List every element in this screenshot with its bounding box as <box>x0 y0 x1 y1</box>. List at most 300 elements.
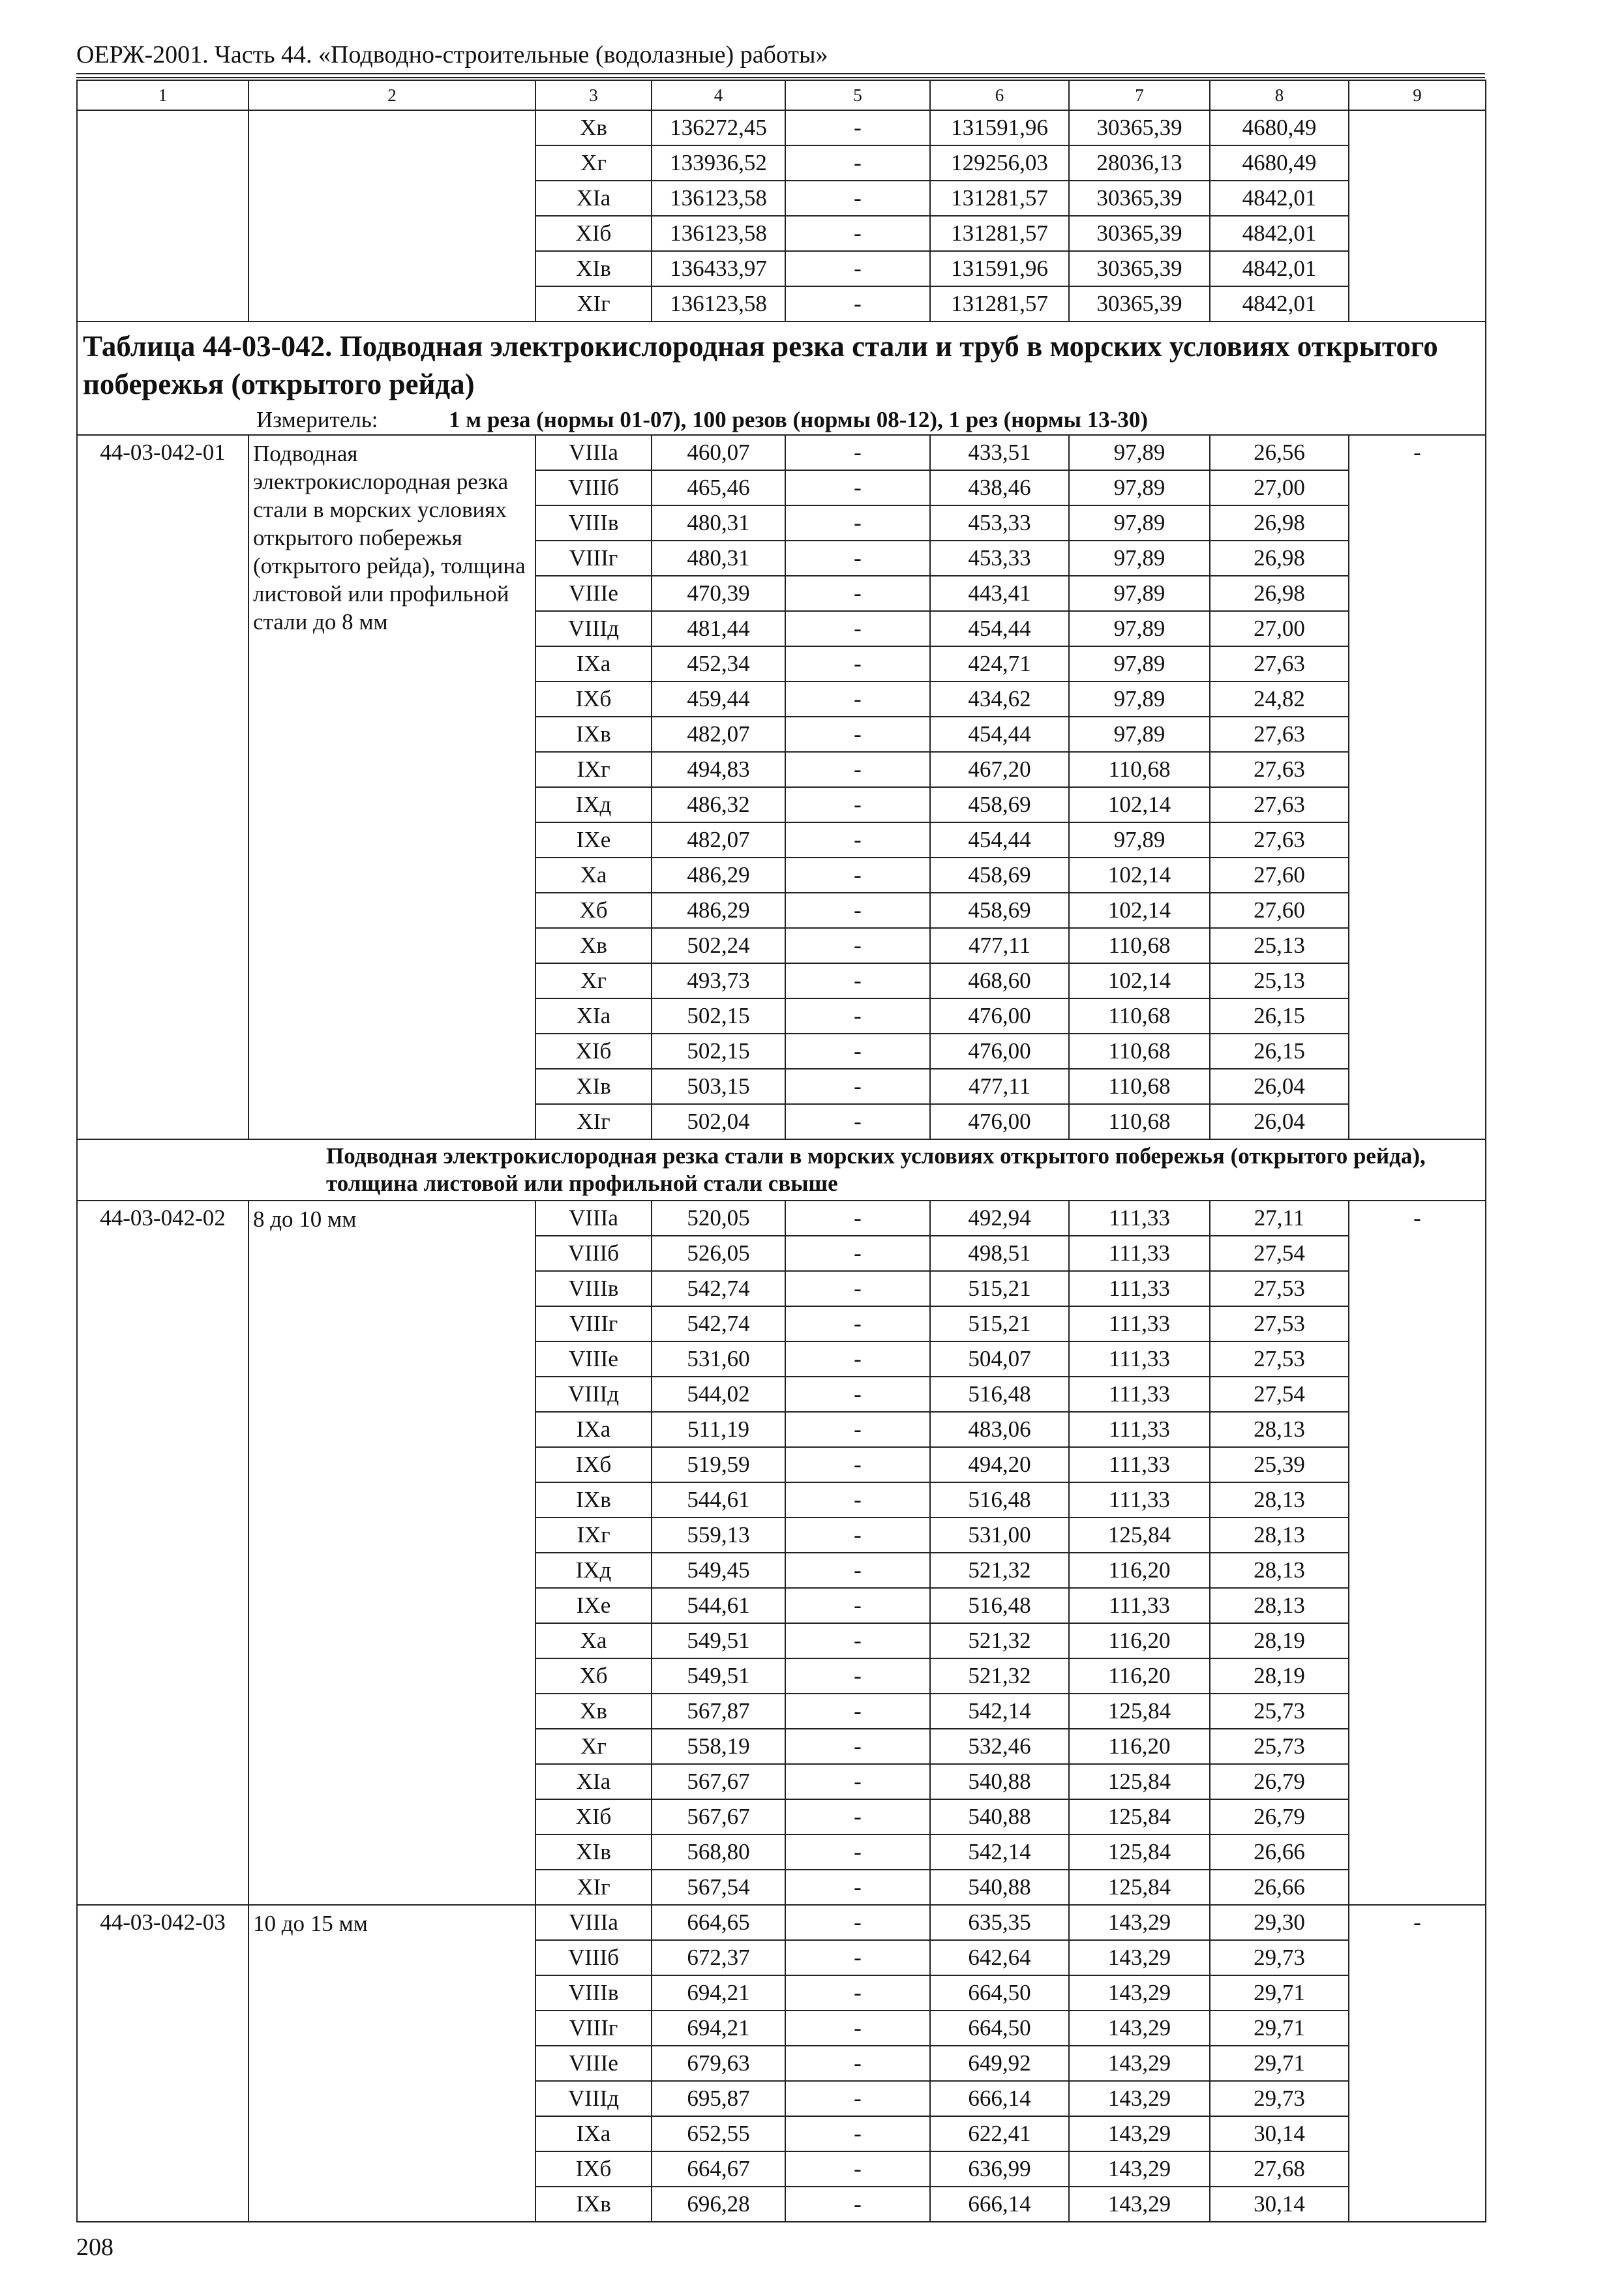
total-cost: 567,67 <box>652 1799 785 1834</box>
total-cost: 664,65 <box>652 1905 785 1940</box>
machine-operation: 438,46 <box>930 470 1069 505</box>
wages: - <box>785 893 930 928</box>
machine-operation: 443,41 <box>930 576 1069 611</box>
total-cost: 567,54 <box>652 1870 785 1905</box>
materials: 25,13 <box>1210 928 1349 963</box>
total-cost: 136123,58 <box>652 181 785 216</box>
machine-operation: 664,50 <box>930 2011 1069 2046</box>
materials: 25,73 <box>1210 1694 1349 1729</box>
resource-class: IХг <box>535 752 652 787</box>
machine-operation: 666,14 <box>930 2187 1069 2222</box>
total-cost: 486,29 <box>652 858 785 893</box>
machine-operation: 453,33 <box>930 541 1069 576</box>
total-cost: 519,59 <box>652 1447 785 1482</box>
machinist-wages: 110,68 <box>1069 1069 1210 1104</box>
materials: 27,54 <box>1210 1236 1349 1271</box>
total-cost: 480,31 <box>652 541 785 576</box>
wages: - <box>785 928 930 963</box>
wages: - <box>785 1447 930 1482</box>
machinist-wages: 116,20 <box>1069 1729 1210 1764</box>
materials: 29,73 <box>1210 1940 1349 1975</box>
column-number: 9 <box>1349 80 1486 110</box>
machine-operation: 498,51 <box>930 1236 1069 1271</box>
resource-class: VIIIв <box>535 1271 652 1306</box>
machinist-wages: 28036,13 <box>1069 145 1210 181</box>
wages: - <box>785 1694 930 1729</box>
wages: - <box>785 646 930 681</box>
total-cost: 542,74 <box>652 1306 785 1341</box>
materials: 27,60 <box>1210 858 1349 893</box>
machine-operation: 483,06 <box>930 1412 1069 1447</box>
machine-operation: 434,62 <box>930 681 1069 717</box>
wages: - <box>785 1940 930 1975</box>
machine-operation: 454,44 <box>930 717 1069 752</box>
wages: - <box>785 1799 930 1834</box>
total-cost: 502,24 <box>652 928 785 963</box>
machinist-wages: 97,89 <box>1069 435 1210 470</box>
machinist-wages: 125,84 <box>1069 1834 1210 1870</box>
total-cost: 136123,58 <box>652 286 785 322</box>
materials: 26,66 <box>1210 1834 1349 1870</box>
total-cost: 503,15 <box>652 1069 785 1104</box>
materials: 28,13 <box>1210 1553 1349 1588</box>
machinist-wages: 110,68 <box>1069 752 1210 787</box>
resource-class: IХг <box>535 1518 652 1553</box>
total-cost: 486,29 <box>652 893 785 928</box>
wages: - <box>785 1236 930 1271</box>
machinist-wages: 111,33 <box>1069 1271 1210 1306</box>
machinist-wages: 97,89 <box>1069 541 1210 576</box>
materials: 27,63 <box>1210 717 1349 752</box>
resource-class: Хг <box>535 963 652 998</box>
materials: 28,13 <box>1210 1588 1349 1623</box>
materials: 27,53 <box>1210 1271 1349 1306</box>
resource-class: ХIв <box>535 1069 652 1104</box>
total-cost: 470,39 <box>652 576 785 611</box>
machine-operation: 642,64 <box>930 1940 1069 1975</box>
resource-class: VIIIе <box>535 2046 652 2081</box>
wages: - <box>785 787 930 822</box>
total-cost: 549,51 <box>652 1623 785 1658</box>
machine-operation: 531,00 <box>930 1518 1069 1553</box>
table-title-cell <box>77 322 1486 435</box>
wages: - <box>785 717 930 752</box>
total-cost: 452,34 <box>652 646 785 681</box>
col9-cell: - <box>1349 1201 1486 1905</box>
column-number: 3 <box>535 80 652 110</box>
resource-class: VIIIг <box>535 2011 652 2046</box>
machinist-wages: 116,20 <box>1069 1658 1210 1694</box>
page-number: 208 <box>76 2234 113 2261</box>
machinist-wages: 111,33 <box>1069 1447 1210 1482</box>
wages: - <box>785 435 930 470</box>
meter-value: 1 м реза (нормы 01-07), 100 резов (нормы 08-12), 1 рез (нормы 13-30) <box>449 407 1149 432</box>
resource-class: IХа <box>535 1412 652 1447</box>
meter-label: Измеритель: <box>256 407 378 432</box>
machinist-wages: 97,89 <box>1069 822 1210 858</box>
resource-class: VIIIа <box>535 435 652 470</box>
total-cost: 459,44 <box>652 681 785 717</box>
column-number: 7 <box>1069 80 1210 110</box>
machine-operation: 649,92 <box>930 2046 1069 2081</box>
resource-class: ХIг <box>535 1870 652 1905</box>
wages: - <box>785 1271 930 1306</box>
wages: - <box>785 1482 930 1518</box>
machine-operation: 516,48 <box>930 1377 1069 1412</box>
machine-operation: 131281,57 <box>930 216 1069 251</box>
machine-operation: 131591,96 <box>930 251 1069 286</box>
wages: - <box>785 2046 930 2081</box>
resource-class: ХIб <box>535 1034 652 1069</box>
resource-class: Хв <box>535 110 652 145</box>
total-cost: 136123,58 <box>652 216 785 251</box>
machinist-wages: 116,20 <box>1069 1553 1210 1588</box>
machinist-wages: 97,89 <box>1069 470 1210 505</box>
resource-class: VIIIб <box>535 1236 652 1271</box>
wages: - <box>785 1588 930 1623</box>
resource-class: IХд <box>535 787 652 822</box>
column-number: 4 <box>652 80 785 110</box>
column-number: 6 <box>930 80 1069 110</box>
materials: 27,54 <box>1210 1377 1349 1412</box>
machinist-wages: 97,89 <box>1069 681 1210 717</box>
total-cost: 544,02 <box>652 1377 785 1412</box>
machine-operation: 521,32 <box>930 1553 1069 1588</box>
resource-class: Хб <box>535 1658 652 1694</box>
total-cost: 486,32 <box>652 787 785 822</box>
wages: - <box>785 1069 930 1104</box>
resource-class: IХе <box>535 1588 652 1623</box>
machine-operation: 636,99 <box>930 2151 1069 2187</box>
machinist-wages: 143,29 <box>1069 2116 1210 2151</box>
machinist-wages: 97,89 <box>1069 717 1210 752</box>
wages: - <box>785 2081 930 2116</box>
materials: 27,63 <box>1210 822 1349 858</box>
materials: 27,63 <box>1210 752 1349 787</box>
machine-operation: 635,35 <box>930 1905 1069 1940</box>
subheading: Подводная электрокислородная резка стали в морских условиях открытого побережья (открытого рейда), толщина листовой или профильной стали свыше <box>77 1139 1486 1201</box>
machinist-wages: 102,14 <box>1069 963 1210 998</box>
wages: - <box>785 1412 930 1447</box>
materials: 4842,01 <box>1210 216 1349 251</box>
resource-class: Ха <box>535 1623 652 1658</box>
col9-cell: - <box>1349 1905 1486 2222</box>
machine-operation: 504,07 <box>930 1341 1069 1377</box>
col9-cell: - <box>1349 435 1486 1139</box>
machinist-wages: 125,84 <box>1069 1764 1210 1799</box>
machinist-wages: 125,84 <box>1069 1694 1210 1729</box>
total-cost: 664,67 <box>652 2151 785 2187</box>
materials: 25,39 <box>1210 1447 1349 1482</box>
total-cost: 526,05 <box>652 1236 785 1271</box>
resource-class: ХIб <box>535 216 652 251</box>
materials: 4680,49 <box>1210 145 1349 181</box>
machine-operation: 542,14 <box>930 1834 1069 1870</box>
machinist-wages: 97,89 <box>1069 611 1210 646</box>
resource-class: VIIIд <box>535 2081 652 2116</box>
total-cost: 567,67 <box>652 1764 785 1799</box>
machinist-wages: 143,29 <box>1069 2046 1210 2081</box>
materials: 26,79 <box>1210 1764 1349 1799</box>
machinist-wages: 97,89 <box>1069 646 1210 681</box>
total-cost: 695,87 <box>652 2081 785 2116</box>
resource-class: Хг <box>535 1729 652 1764</box>
total-cost: 559,13 <box>652 1518 785 1553</box>
machine-operation: 477,11 <box>930 1069 1069 1104</box>
materials: 27,68 <box>1210 2151 1349 2187</box>
materials: 26,98 <box>1210 541 1349 576</box>
materials: 27,63 <box>1210 787 1349 822</box>
total-cost: 694,21 <box>652 1975 785 2011</box>
materials: 26,79 <box>1210 1799 1349 1834</box>
total-cost: 567,87 <box>652 1694 785 1729</box>
materials: 27,00 <box>1210 470 1349 505</box>
header-rule-secondary <box>76 77 1485 78</box>
machine-operation: 521,32 <box>930 1658 1069 1694</box>
column-number: 8 <box>1210 80 1349 110</box>
machinist-wages: 143,29 <box>1069 1905 1210 1940</box>
total-cost: 679,63 <box>652 2046 785 2081</box>
machine-operation: 454,44 <box>930 822 1069 858</box>
wages: - <box>785 1975 930 2011</box>
machine-operation: 454,44 <box>930 611 1069 646</box>
materials: 26,56 <box>1210 435 1349 470</box>
total-cost: 482,07 <box>652 717 785 752</box>
machinist-wages: 143,29 <box>1069 2187 1210 2222</box>
wages: - <box>785 110 930 145</box>
machine-operation: 532,46 <box>930 1729 1069 1764</box>
code-cell <box>77 110 248 322</box>
table-title-row <box>77 322 1486 435</box>
machinist-wages: 110,68 <box>1069 928 1210 963</box>
machinist-wages: 143,29 <box>1069 2011 1210 2046</box>
materials: 24,82 <box>1210 681 1349 717</box>
machinist-wages: 111,33 <box>1069 1236 1210 1271</box>
materials: 28,13 <box>1210 1412 1349 1447</box>
machine-operation: 492,94 <box>930 1201 1069 1236</box>
materials: 28,13 <box>1210 1482 1349 1518</box>
wages: - <box>785 2011 930 2046</box>
materials: 29,71 <box>1210 2046 1349 2081</box>
machine-operation: 542,14 <box>930 1694 1069 1729</box>
machinist-wages: 30365,39 <box>1069 286 1210 322</box>
wages: - <box>785 858 930 893</box>
total-cost: 694,21 <box>652 2011 785 2046</box>
resource-class: Хв <box>535 928 652 963</box>
total-cost: 549,51 <box>652 1658 785 1694</box>
materials: 28,19 <box>1210 1658 1349 1694</box>
wages: - <box>785 541 930 576</box>
wages: - <box>785 470 930 505</box>
machine-operation: 515,21 <box>930 1271 1069 1306</box>
machine-operation: 468,60 <box>930 963 1069 998</box>
rates-table <box>76 80 1486 2222</box>
total-cost: 542,74 <box>652 1271 785 1306</box>
table-row <box>77 1905 1486 1940</box>
wages: - <box>785 2116 930 2151</box>
resource-class: VIIIа <box>535 1201 652 1236</box>
resource-class: ХIг <box>535 1104 652 1139</box>
materials: 26,04 <box>1210 1069 1349 1104</box>
materials: 27,63 <box>1210 646 1349 681</box>
norm-description: 10 до 15 мм <box>248 1905 535 2222</box>
materials: 4842,01 <box>1210 286 1349 322</box>
materials: 26,04 <box>1210 1104 1349 1139</box>
materials: 26,15 <box>1210 998 1349 1034</box>
machine-operation: 521,32 <box>930 1623 1069 1658</box>
norm-code: 44-03-042-02 <box>77 1201 248 1905</box>
machine-operation: 476,00 <box>930 1034 1069 1069</box>
total-cost: 544,61 <box>652 1588 785 1623</box>
machinist-wages: 110,68 <box>1069 1034 1210 1069</box>
wages: - <box>785 681 930 717</box>
resource-class: ХIв <box>535 251 652 286</box>
table-row <box>77 110 1486 145</box>
wages: - <box>785 1870 930 1905</box>
machine-operation: 540,88 <box>930 1799 1069 1834</box>
resource-class: VIIIв <box>535 1975 652 2011</box>
machine-operation: 458,69 <box>930 893 1069 928</box>
resource-class: ХIб <box>535 1799 652 1834</box>
wages: - <box>785 251 930 286</box>
machinist-wages: 143,29 <box>1069 2081 1210 2116</box>
total-cost: 544,61 <box>652 1482 785 1518</box>
wages: - <box>785 822 930 858</box>
wages: - <box>785 1201 930 1236</box>
machinist-wages: 125,84 <box>1069 1518 1210 1553</box>
materials: 27,53 <box>1210 1306 1349 1341</box>
machine-operation: 515,21 <box>930 1306 1069 1341</box>
materials: 29,30 <box>1210 1905 1349 1940</box>
machinist-wages: 111,33 <box>1069 1588 1210 1623</box>
wages: - <box>785 181 930 216</box>
wages: - <box>785 1377 930 1412</box>
rates-table-body <box>77 80 1486 2222</box>
wages: - <box>785 1553 930 1588</box>
machinist-wages: 110,68 <box>1069 1104 1210 1139</box>
machine-operation: 131281,57 <box>930 286 1069 322</box>
norm-description: Подводная электрокислородная резка стали в морских условиях открытого побережья (открытого рейда), толщина листовой или профильной стали до 8 мм <box>248 435 535 1139</box>
total-cost: 133936,52 <box>652 145 785 181</box>
machinist-wages: 111,33 <box>1069 1377 1210 1412</box>
machinist-wages: 97,89 <box>1069 576 1210 611</box>
resource-class: VIIIе <box>535 1341 652 1377</box>
resource-class: IХд <box>535 1553 652 1588</box>
wages: - <box>785 611 930 646</box>
resource-class: ХIг <box>535 286 652 322</box>
machinist-wages: 111,33 <box>1069 1341 1210 1377</box>
resource-class: IХб <box>535 681 652 717</box>
resource-class: ХIа <box>535 181 652 216</box>
machine-operation: 540,88 <box>930 1764 1069 1799</box>
machine-operation: 424,71 <box>930 646 1069 681</box>
materials: 28,19 <box>1210 1623 1349 1658</box>
resource-class: VIIIб <box>535 1940 652 1975</box>
resource-class: IХе <box>535 822 652 858</box>
materials: 4842,01 <box>1210 181 1349 216</box>
total-cost: 502,15 <box>652 1034 785 1069</box>
resource-class: VIIIг <box>535 541 652 576</box>
machine-operation: 458,69 <box>930 858 1069 893</box>
resource-class: Хг <box>535 145 652 181</box>
machine-operation: 516,48 <box>930 1482 1069 1518</box>
materials: 27,53 <box>1210 1341 1349 1377</box>
materials: 4842,01 <box>1210 251 1349 286</box>
resource-class: IХв <box>535 2187 652 2222</box>
machinist-wages: 143,29 <box>1069 1975 1210 2011</box>
total-cost: 136433,97 <box>652 251 785 286</box>
machinist-wages: 30365,39 <box>1069 216 1210 251</box>
machinist-wages: 125,84 <box>1069 1799 1210 1834</box>
machinist-wages: 102,14 <box>1069 787 1210 822</box>
wages: - <box>785 998 930 1034</box>
machinist-wages: 111,33 <box>1069 1412 1210 1447</box>
resource-class: IХа <box>535 2116 652 2151</box>
total-cost: 696,28 <box>652 2187 785 2222</box>
machine-operation: 131591,96 <box>930 110 1069 145</box>
column-number: 1 <box>77 80 248 110</box>
wages: - <box>785 505 930 541</box>
total-cost: 511,19 <box>652 1412 785 1447</box>
machine-operation: 622,41 <box>930 2116 1069 2151</box>
materials: 29,73 <box>1210 2081 1349 2116</box>
machinist-wages: 30365,39 <box>1069 110 1210 145</box>
materials: 26,15 <box>1210 1034 1349 1069</box>
resource-class: VIIIд <box>535 1377 652 1412</box>
machinist-wages: 125,84 <box>1069 1870 1210 1905</box>
resource-class: VIIIв <box>535 505 652 541</box>
materials: 27,11 <box>1210 1201 1349 1236</box>
resource-class: VIIIб <box>535 470 652 505</box>
total-cost: 465,46 <box>652 470 785 505</box>
header-rule <box>76 73 1485 74</box>
description-cell <box>248 110 535 322</box>
materials: 26,98 <box>1210 505 1349 541</box>
total-cost: 480,31 <box>652 505 785 541</box>
wages: - <box>785 1306 930 1341</box>
total-cost: 493,73 <box>652 963 785 998</box>
wages: - <box>785 752 930 787</box>
table-row <box>77 1201 1486 1236</box>
resource-class: IХб <box>535 2151 652 2187</box>
wages: - <box>785 286 930 322</box>
resource-class: Хв <box>535 1694 652 1729</box>
wages: - <box>785 1905 930 1940</box>
table-title: Таблица 44-03-042. Подводная электрокислородная резка стали и труб в морских условиях открытого побережья (открытого рейда) <box>83 330 1438 400</box>
norm-code: 44-03-042-03 <box>77 1905 248 2222</box>
table-row <box>77 435 1486 470</box>
materials: 29,71 <box>1210 1975 1349 2011</box>
resource-class: IХв <box>535 717 652 752</box>
machine-operation: 477,11 <box>930 928 1069 963</box>
machine-operation: 433,51 <box>930 435 1069 470</box>
wages: - <box>785 963 930 998</box>
machine-operation: 129256,03 <box>930 145 1069 181</box>
wages: - <box>785 1834 930 1870</box>
resource-class: VIIIг <box>535 1306 652 1341</box>
total-cost: 558,19 <box>652 1729 785 1764</box>
machinist-wages: 102,14 <box>1069 893 1210 928</box>
total-cost: 568,80 <box>652 1834 785 1870</box>
machine-operation: 476,00 <box>930 998 1069 1034</box>
machine-operation: 540,88 <box>930 1870 1069 1905</box>
wages: - <box>785 1518 930 1553</box>
wages: - <box>785 2187 930 2222</box>
total-cost: 531,60 <box>652 1341 785 1377</box>
materials: 26,66 <box>1210 1870 1349 1905</box>
resource-class: ХIа <box>535 998 652 1034</box>
machine-operation: 494,20 <box>930 1447 1069 1482</box>
